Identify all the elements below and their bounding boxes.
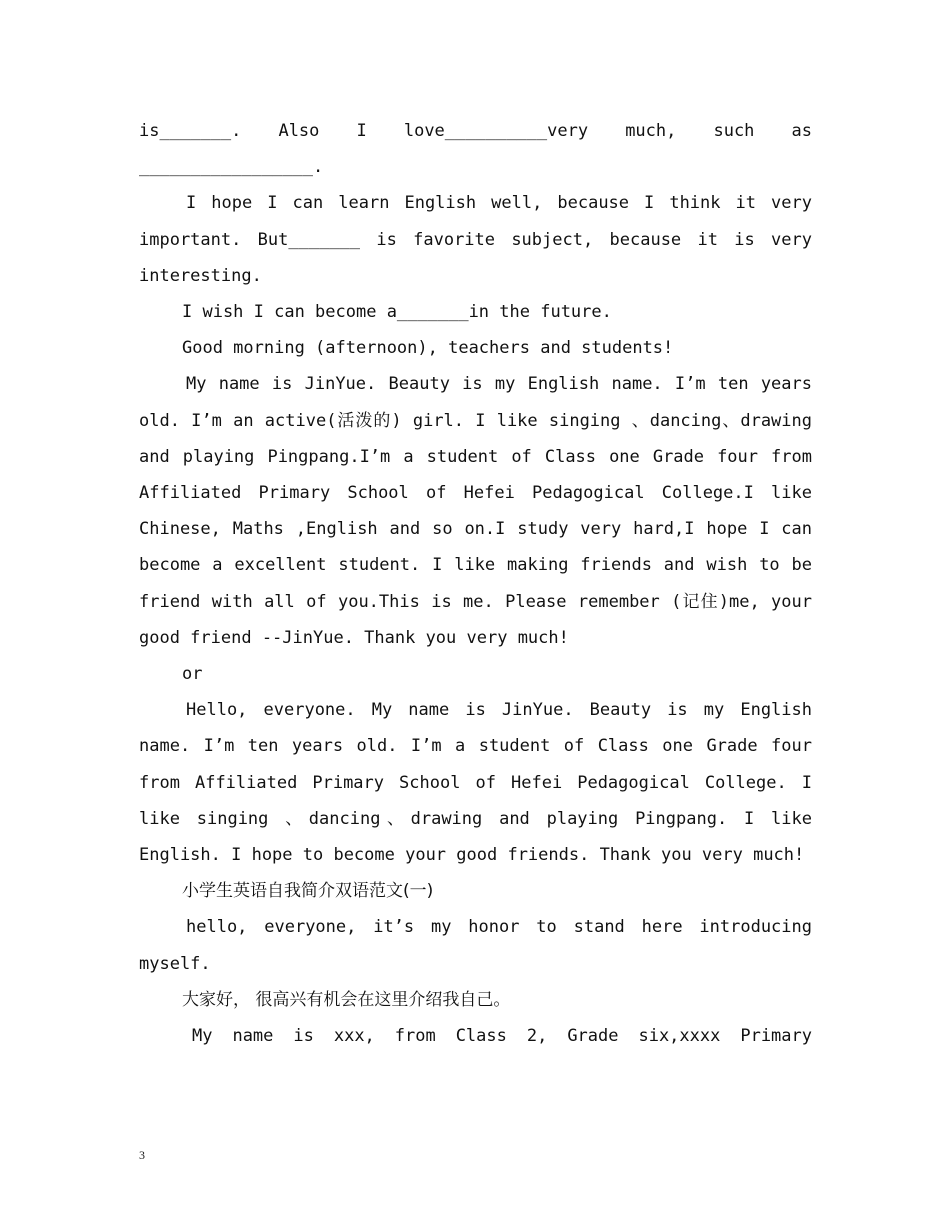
paragraph-name-class-grade: My name is xxx, from Class 2, Grade six,xxxx Primary <box>192 1026 812 1047</box>
paragraph-fill-in-blank-1: is_______. Also I love__________very much, such as _________________. <box>139 121 812 178</box>
paragraph-jinyue-intro-long: My name is JinYue. Beauty is my English name. I’m ten years old. I’m an active(活泼的) girl. I like singing 、dancing、drawing and playing Pingpang.I’m a student of Class one Grade four from Affiliated Primary School of Hefei Pedagogical College.I like Chinese, Maths ,English and so on.I study very hard,I hope I can become a excellent student. I like making friends and wish to be friend with all of you.This is me. Please remember (记住)me, your good friend --JinYue. Thank you very much! <box>139 374 812 648</box>
paragraph-honor-introducing: hello, everyone, it’s my honor to stand here introducing myself. <box>139 917 812 974</box>
paragraph-wish-become: I wish I can become a_______in the future. <box>182 302 612 323</box>
paragraph-chinese-greeting: 大家好， 很高兴有机会在这里介绍我自己。 <box>182 989 511 1010</box>
paragraph-jinyue-intro-short: Hello, everyone. My name is JinYue. Beauty is my English name. I’m ten years old. I’m a student of Class one Grade four from Affiliated Primary School of Hefei Pedagogical College. I like singing 、dancing、drawing and playing Pingpang. I like English. I hope to become your good friends. Thank you very much! <box>139 700 812 866</box>
paragraph-greeting: Good morning (afternoon), teachers and students! <box>182 338 674 359</box>
document-body <box>139 113 812 1054</box>
page-number: 3 <box>139 1148 145 1162</box>
paragraph-or: or <box>182 664 203 685</box>
paragraph-hope-learn-english: I hope I can learn English well, because I think it very important. But_______ is favorite subject, because it is very interesting. <box>139 193 812 286</box>
section-heading-bilingual-sample: 小学生英语自我简介双语范文(一) <box>182 881 434 902</box>
